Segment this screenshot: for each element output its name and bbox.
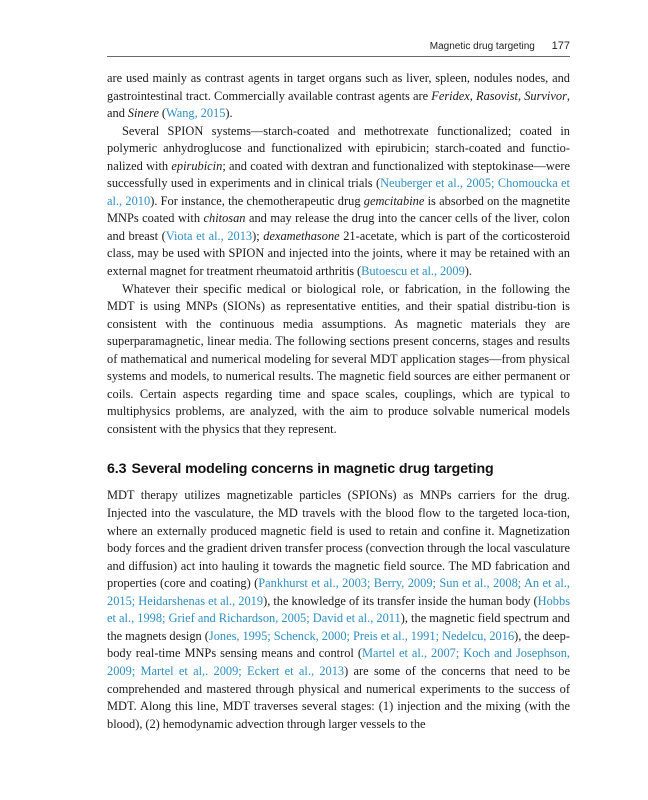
- text-run: ), the deep-body real-time MNPs sensing means and control (: [107, 628, 570, 661]
- paragraph-mdt-overview: Whatever their specific medical or biological role, or fabrication, in the following the MDT is using MNPs (SIONs) as representative entities, and their spatial distribu-tion is consistent with the continuous media assumptions. As magnetic materials they are superparamagnetic, linear media. The following sections present concerns, stages and results of mathematical and numerical modeling for several MDT application stages—from physical systems and models, to numerical results. The magnetic field sources are either permanent or coils. Certain aspects regarding time and space scales, couplings, which are typical to multiphysics problems, are analyzed, with the aim to produce solvable numerical models consistent with the physics that they represent.: [107, 281, 570, 436]
- drug-name: dexamethasone: [263, 228, 340, 243]
- text-run: is absorbed on the magnetite MNPs coated with: [107, 193, 570, 226]
- text-run: and may release the drug into the cancer cells of the liver, colon and breast (: [107, 211, 570, 243]
- text-run: Several SPION systems—starch-coated and methotrexate functionalized; coated in polymeric anhydroglucose and functionalized with epirubicin; starch-coated and functio-nalized with: [107, 123, 570, 173]
- paragraph-contrast-agents: [107, 70, 570, 123]
- running-head-title: Magnetic drug targeting: [429, 41, 535, 52]
- agent-name: Feridex: [431, 88, 470, 103]
- text-run: ).: [464, 264, 472, 279]
- paragraph-mdt-therapy: [107, 487, 570, 733]
- section-heading: [107, 461, 570, 477]
- page-body: [107, 70, 570, 733]
- drug-name: chitosan: [203, 211, 246, 226]
- citation-link[interactable]: Neuberger et al., 2005; Chomoucka et al., 2010: [107, 176, 570, 208]
- paragraph-spion-systems: [107, 123, 570, 281]
- text-run: ,: [469, 88, 476, 103]
- text-run: ), the knowledge of its transfer inside the human body (: [263, 593, 538, 608]
- drug-name: gemcitabine: [363, 193, 425, 208]
- citation-link[interactable]: Hobbs et al., 1998; Grief and Richardson, 2005; David et al., 2011: [107, 593, 571, 626]
- text-run: , and: [107, 88, 570, 121]
- agent-name: Survivor: [524, 88, 567, 103]
- text-run: ) are some of the concerns that need to be comprehended and mastered through physical and numerical experiments to the success of MDT. Along this line, MDT traverses several stages: (1) injection and the mixing (with the blood), (2) hemodynamic advection through larger vessels to the: [107, 663, 570, 731]
- text-run: );: [252, 228, 264, 243]
- section-title: Several modeling concerns in magnetic drug targeting: [131, 461, 494, 478]
- citation-link[interactable]: Jones, 1995; Schenck, 2000; Preis et al., 1991; Nedelcu, 2016: [208, 628, 515, 643]
- citation-link[interactable]: Wang, 2015: [166, 106, 226, 121]
- drug-name: epirubicin: [171, 158, 223, 173]
- text-run: ).: [225, 106, 233, 121]
- text-run: MDT therapy utilizes magnetizable particles (SPIONs) as MNPs carriers for the drug. Injected into the vasculature, the MD travels with the blood flow to the targeted loca-tion, where an externally produced magnetic field is used to retain and confine it. Magnetization body forces and the gradient driven transfer process (convection through the local vasculature and diffusion) act into hauling it towards the magnetic field source. The MD fabrication and properties (core and coating) (: [107, 488, 570, 591]
- text-run: 21-acetate, which is part of the corticosteroid class, may be used with SPION and injected into the joints, where it may be retained with an external magnet for treatment rheumatoid arthritis (: [107, 228, 570, 279]
- text-run: ), the magnetic field spectrum and the magnets design (: [107, 611, 570, 643]
- text-run: are used mainly as contrast agents in target organs such as liver, spleen, nodules nodes, and gastrointestinal tract. Commercially available contrast agents are: [107, 71, 570, 103]
- citation-link[interactable]: Viota et al., 2013: [165, 228, 253, 243]
- section-number: 6.3: [107, 461, 127, 478]
- agent-name: Sinere: [127, 106, 159, 121]
- text-run: (: [159, 106, 167, 121]
- citation-link[interactable]: Butoescu et al., 2009: [361, 264, 465, 279]
- text-run: ). For instance, the chemotherapeutic drug: [150, 193, 364, 208]
- text-run: ; and coated with dextran and functionalized with steptokinase—were successfully used in experiments and in clinical trials (: [107, 158, 570, 191]
- header-rule: [107, 56, 570, 57]
- citation-link[interactable]: Pankhurst et al., 2003; Berry, 2009; Sun et al., 2008; An et al., 2015; Heidarshenas et al., 2019: [107, 576, 570, 608]
- agent-name: Rasovist: [476, 88, 518, 103]
- citation-link[interactable]: Martel et al., 2007; Koch and Josephson, 2009; Martel et al,. 2009; Eckert et al., 2013: [107, 646, 570, 678]
- text-run: ,: [518, 88, 525, 103]
- page-number: 177: [551, 40, 570, 52]
- running-head: [107, 40, 570, 54]
